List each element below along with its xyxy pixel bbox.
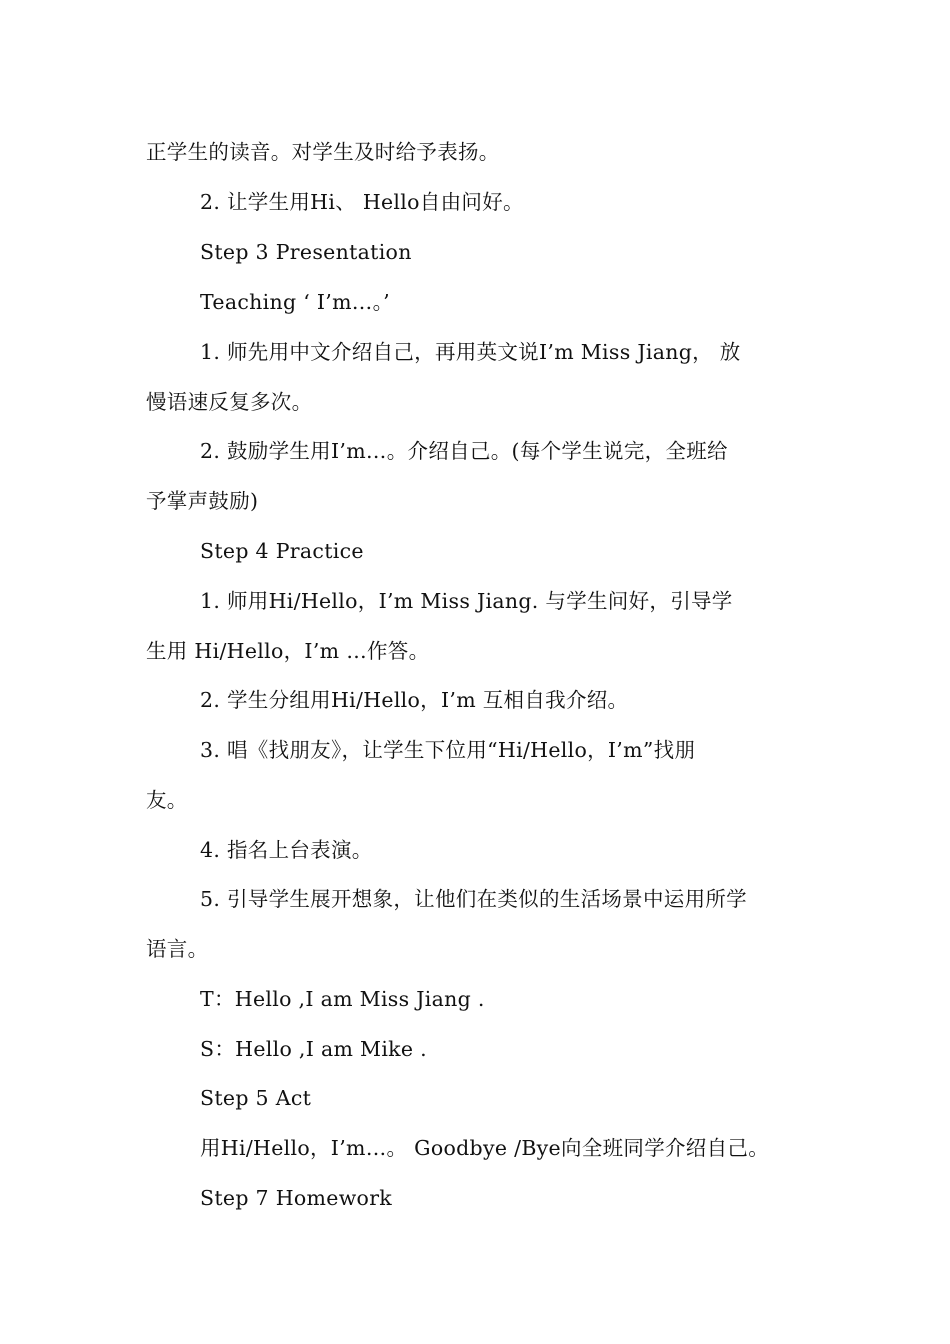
paragraph-line: 慢语速反复多次。 (146, 390, 313, 414)
paragraph-line: 正学生的读音。对学生及时给予表扬。 (146, 140, 500, 164)
step-heading: Step 5 Act (200, 1086, 312, 1110)
paragraph-line: 5. 引导学生展开想象，让他们在类似的生活场景中运用所学 (200, 887, 747, 911)
paragraph-line: 1. 师用Hi/Hello，I’m Miss Jiang. 与学生问好，引导学 (200, 589, 733, 613)
step-heading: Step 4 Practice (200, 539, 364, 563)
paragraph-line: 1. 师先用中文介绍自己，再用英文说I’m Miss Jiang， 放 (200, 340, 741, 364)
paragraph-line: 2. 鼓励学生用I’m…。介绍自己。(每个学生说完，全班给 (200, 439, 728, 463)
dialogue-line: S：Hello ,I am Mike . (200, 1037, 427, 1061)
step-heading: Step 3 Presentation (200, 240, 412, 264)
paragraph-line: 予掌声鼓励) (146, 489, 259, 513)
teaching-line: Teaching ‘ I’m…。’ (200, 290, 390, 314)
paragraph-line: 2. 学生分组用Hi/Hello，I’m 互相自我介绍。 (200, 688, 629, 712)
paragraph-line: 生用 Hi/Hello，I’m …作答。 (146, 639, 430, 663)
paragraph-line: 4. 指名上台表演。 (200, 838, 373, 862)
paragraph-line: 2. 让学生用Hi、 Hello自由问好。 (200, 190, 524, 214)
paragraph-line: 语言。 (146, 937, 209, 961)
dialogue-line: T：Hello ,I am Miss Jiang . (200, 987, 485, 1011)
paragraph-line: 3. 唱《找朋友》，让学生下位用“Hi/Hello，I’m”找朋 (200, 738, 696, 762)
step-heading: Step 7 Homework (200, 1186, 393, 1210)
paragraph-line: 友。 (146, 788, 188, 812)
paragraph-line: 用Hi/Hello，I’m…。 Goodbye /Bye向全班同学介绍自己。 (200, 1136, 769, 1160)
